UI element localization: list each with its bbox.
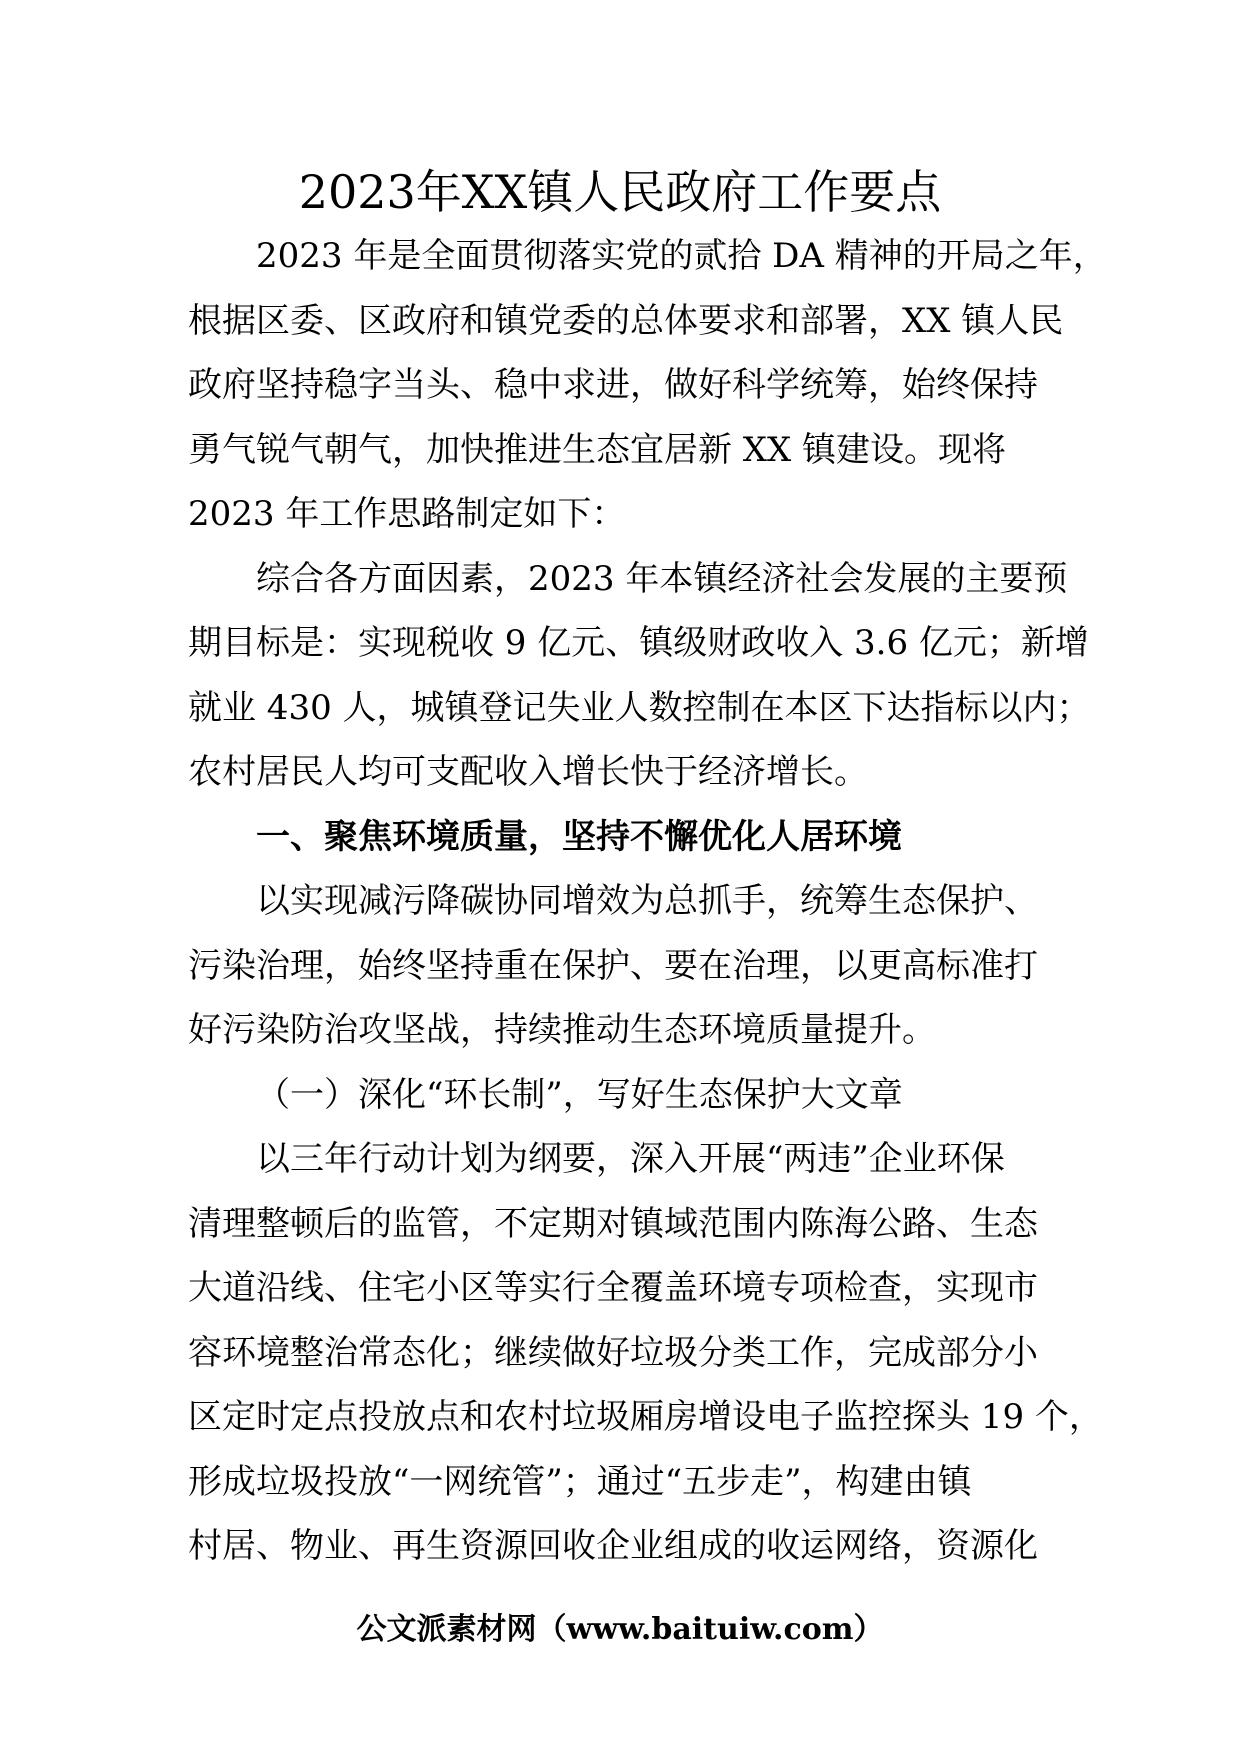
body-line: 政府坚持稳字当头、稳中求进，做好科学统筹，始终保持	[188, 365, 1038, 405]
body-line: 就业 430 人，城镇登记失业人数控制在本区下达指标以内；	[188, 687, 1091, 728]
body-line: 2023 年是全面贯彻落实党的贰拾 DA 精神的开局之年，	[256, 236, 1107, 276]
body-line: 以实现减污降碳协同增效为总抓手，统筹生态保护、	[256, 881, 1038, 921]
page-footer: 公文派素材网（www.baituiw.com）	[356, 1612, 884, 1647]
body-line: 区定时定点投放点和农村垃圾厢房增设电子监控探头 19 个，	[188, 1397, 1103, 1437]
body-line: 清理整顿后的监管，不定期对镇域范围内陈海公路、生态	[188, 1203, 1038, 1244]
body-line: 污染治理，始终坚持重在保护、要在治理，以更高标准打	[188, 945, 1038, 986]
body-line: 2023 年工作思路制定如下：	[188, 494, 626, 534]
document-title: 2023年XX镇人民政府工作要点	[298, 165, 942, 219]
body-line: 根据区委、区政府和镇党委的总体要求和部署，XX 镇人民	[188, 300, 1064, 341]
body-line: 农村居民人均可支配收入增长快于经济增长。	[188, 752, 868, 792]
body-line: 以三年行动计划为纲要，深入开展“两违”企业环保	[256, 1139, 1005, 1179]
body-line: 形成垃圾投放“一网统管”；通过“五步走”，构建由镇	[188, 1461, 972, 1502]
subsection-heading: （一）深化“环长制”，写好生态保护大文章	[256, 1074, 903, 1115]
body-line: 综合各方面因素，2023 年本镇经济社会发展的主要预	[256, 558, 1068, 599]
body-line: 勇气锐气朝气，加快推进生态宜居新 XX 镇建设。现将	[188, 429, 1007, 470]
body-line: 大道沿线、住宅小区等实行全覆盖环境专项检查，实现市	[188, 1268, 1038, 1308]
body-line: 容环境整治常态化；继续做好垃圾分类工作，完成部分小	[188, 1332, 1038, 1373]
body-line: 期目标是：实现税收 9 亿元、镇级财政收入 3.6 亿元；新增	[188, 623, 1089, 663]
body-line: 好污染防治攻坚战，持续推动生态环境质量提升。	[188, 1010, 936, 1050]
body-line: 村居、物业、再生资源回收企业组成的收运网络，资源化	[188, 1526, 1038, 1566]
document-body	[188, 224, 1107, 1579]
section-heading: 一、聚焦环境质量，坚持不懈优化人居环境	[256, 816, 902, 857]
